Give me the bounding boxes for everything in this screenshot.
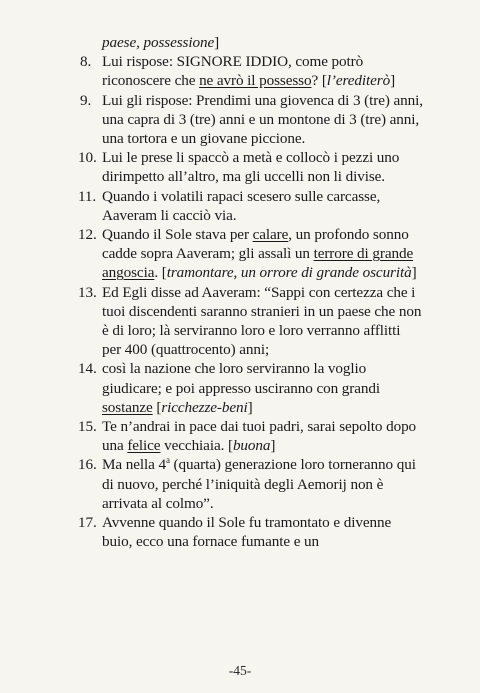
verse-list: [78, 52, 423, 551]
verse-text: Lui le prese li spaccò a metà e collocò i pezzi uno dirimpetto all’altro, ma gli uccelli non li divise.: [102, 149, 400, 186]
underlined-phrase: felice: [127, 437, 161, 455]
italic-note: buona: [232, 437, 271, 455]
verse-text: Lui rispose: SIGNORE IDDIO, come potrò riconoscere che: [102, 53, 364, 90]
verse-body: [102, 149, 399, 185]
page-content: [78, 33, 423, 551]
verse-text: ]: [247, 398, 253, 416]
verse-text: Avvenne quando il Sole fu tramontato e divenne buio, ecco una fornace fumante e un: [102, 514, 392, 551]
verse: [78, 91, 423, 149]
continued-line: [78, 33, 423, 52]
verse-number: 14.: [78, 360, 97, 378]
verse-text: Ma nella 4: [102, 456, 166, 474]
verse-text: ? [: [311, 72, 327, 90]
verse-text: vecchiaia. [: [160, 437, 233, 455]
verse-body: [102, 53, 395, 89]
verse-text: così la nazione che loro serviranno la voglio giudicare; e poi appresso usciranno con grandi: [102, 360, 380, 397]
verse-text: Quando i volatili rapaci scesero sulle carcasse, Aaveram li cacciò via.: [102, 187, 381, 224]
underlined-phrase: terrore di grande angoscia: [102, 245, 414, 282]
verse-number: 16.: [78, 456, 97, 474]
verse-text: , un profondo sonno cadde sopra Aaveram; gli assalì un: [102, 226, 409, 263]
verse-text: [: [152, 398, 162, 416]
verse-body: [102, 188, 380, 224]
italic-note: l’erediterò: [326, 72, 391, 90]
verse: [78, 148, 423, 186]
italic-note: tramontare, un orrore di grande oscurità: [166, 264, 412, 282]
verse-text: ]: [390, 72, 396, 90]
verse-number: 12.: [78, 226, 97, 244]
italic-note: ricchezze-beni: [161, 398, 248, 416]
verse-number: 15.: [78, 418, 97, 436]
page-number: -45-: [228, 663, 252, 678]
underlined-phrase: sostanze: [102, 398, 153, 416]
verse-text: . [: [154, 264, 167, 282]
verse-text: Ed Egli disse ad Aaveram: “Sappi con certezza che i tuoi discendenti saranno stranieri in un paese che non è di loro; là serviranno loro e loro verranno afflitti per 400 (quattrocento) anni;: [102, 283, 422, 359]
verse-number: 9.: [80, 91, 92, 109]
verse-body: [102, 360, 380, 415]
verse: [78, 513, 423, 551]
verse-text: Lui gli rispose: Prendimi una giovenca di 3 (tre) anni, una capra di 3 (tre) anni e un montone di 3 (tre) anni, una tortora e un giovane piccione.: [102, 91, 423, 148]
verse-number: 17.: [78, 514, 97, 532]
verse: [78, 455, 423, 513]
verse-number: 11.: [78, 187, 97, 205]
verse: [78, 187, 423, 225]
verse-text: Quando il Sole stava per: [102, 226, 253, 244]
verse-body: [102, 456, 416, 511]
superscript-text: a: [165, 455, 170, 466]
verse: [78, 417, 423, 455]
verse-text: ]: [214, 34, 220, 51]
verse-body: [102, 92, 423, 147]
verse-text: ]: [411, 264, 417, 282]
italic-note: paese, possessione: [102, 34, 215, 51]
verse-number: 8.: [80, 53, 92, 71]
verse: [78, 283, 423, 360]
verse-number: 13.: [78, 283, 97, 301]
verse-body: [102, 514, 391, 550]
verse: [78, 225, 423, 283]
verse-body: [102, 284, 421, 359]
verse-body: [102, 226, 417, 281]
verse-body: [102, 418, 416, 454]
verse: [78, 359, 423, 417]
verse-text: (quarta) generazione loro torneranno qui di nuovo, perché l’iniquità degli Aemorij non è arrivata al colmo”.: [102, 456, 416, 512]
verse: [78, 52, 423, 90]
verse-text: Te n’andrai in pace dai tuoi padri, sarai sepolto dopo una: [102, 418, 417, 455]
verse-text: ]: [270, 437, 276, 455]
underlined-phrase: calare: [252, 226, 289, 244]
underlined-phrase: ne avrò il possesso: [199, 72, 312, 90]
verse-number: 10.: [78, 149, 97, 167]
